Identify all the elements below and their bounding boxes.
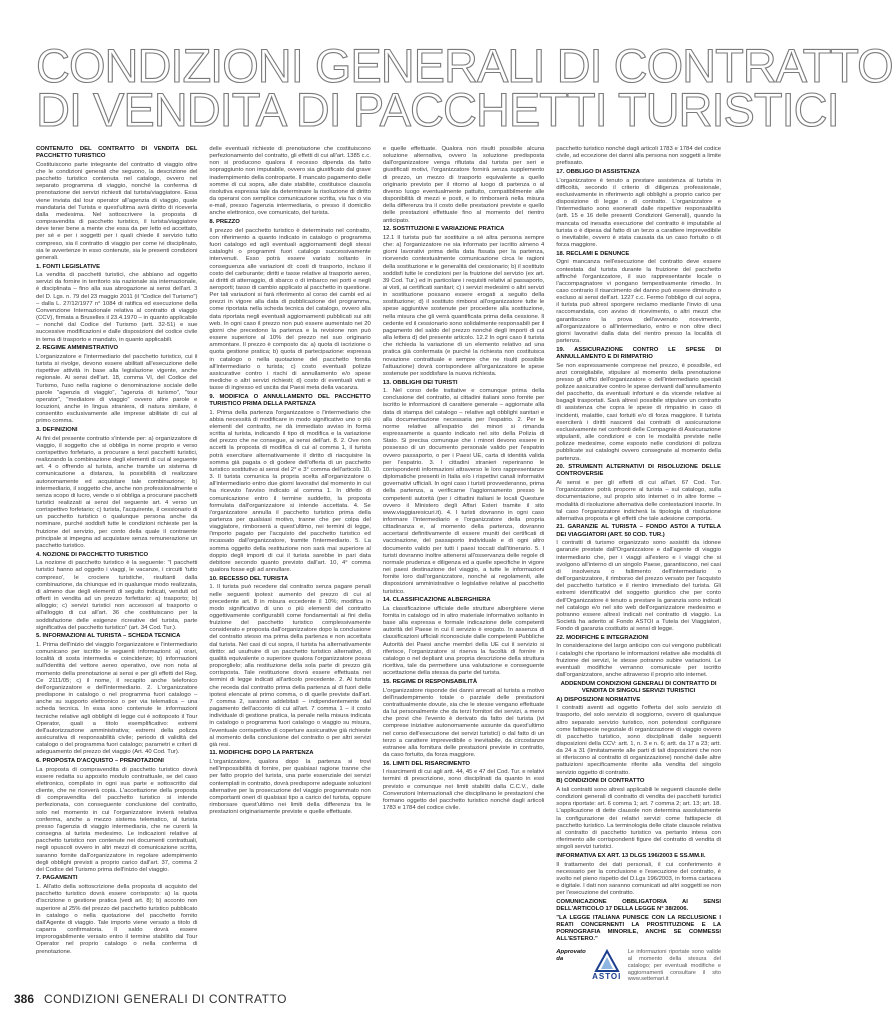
paragraph: La vendita di pacchetti turistici, che abbiano ad oggetto servizi da fornire in territorio sia nazionale sia internazionale, è disciplinata – fino alla sua abrogazione ai sensi dell'art. 3 del D. Lgs. n. 79 del 23 maggio 2011 (il "Codice del Turismo") – dalla L. 27/12/1977 n° 1084 di ratifica ed esecuzione della Convenzione Internazionale relativa al contratto di viaggio (CCV), firmata a Bruxelles il 23.4.1970 – in quanto applicabile – nonché dal Codice del Turismo (artt. 32-51) e sue successive modificazioni e dalle disposizioni del codice civile in tema di trasporto e mandato, in quanto applicabili. (36, 272, 198, 343)
paragraph: Costituiscono parte integrante del contratto di viaggio oltre che le condizioni generali che seguono, la descrizione del pacchetto turistico contenuta nel catalogo, ovvero nel separato programma di viaggio, nonché la conferma di prenotazione dei servizi richiesti dal turista/viaggiatore. Essa viene inviata dal tour operator all'agenzia di viaggio, quale mandataria del Turista e quest'ultima avrà diritto di riceverla dalla medesima. Nel sottoscrivere la proposta di compravendita di pacchetto turistico, il turista/viaggiatore deve tener bene a mente che essa da per letto ed accettato, per sé e per i soggetti per i quali chiede il servizio tutto compreso, sia il contratto di viaggio per come ivi disciplinato, sia le avvertenze in esso contenute, sia le presenti condizioni generali. (36, 161, 198, 261)
paragraph: La nozione di pacchetto turistico è la seguente: "I pacchetti turistici hanno ad oggetto i viaggi, le vacanze, i circuiti 'tutto compreso', le crociere turistiche, risultanti dalla combinazione, da chiunque ed in qualunque modo realizzata, di almeno due degli elementi di seguito indicati, venduti od offerti in vendita ad un prezzo forfettario: a) trasporto; b) alloggio; c) servizi turistici non accessori al trasporto o all'alloggio di cui all'art. 36 che costituiscano per la soddisfazione delle esigenze ricreative del turista, parte significativa del pacchetto turistico" (art. 34 Cod. Tur.). (36, 560, 198, 631)
section-heading: 16. LIMITI DEL RISARCIMENTO (382, 760, 471, 767)
section-heading: 7. PAGAMENTI (36, 875, 78, 882)
section-heading: 11. MODIFICHE DOPO LA PARTENZA (209, 750, 314, 757)
section-heading: B) CONDIZIONI DI CONTRATTO (556, 778, 645, 785)
section-heading: INFORMATIVA EX ART. 13 DLGS 196/2003 E SS.MM.II. (556, 852, 706, 859)
column-4 (556, 146, 721, 988)
section-heading: 15. REGIME DI RESPONSABILITÀ (382, 678, 478, 685)
section-heading: 8. PREZZO (209, 219, 240, 226)
paragraph: Ogni mancanza nell'esecuzione del contratto deve essere contestata dal turista durante la fruizione del pacchetto affinché l'organizzatore, il suo rappresentante locale o l'accompagnatore vi pongano tempestivamente rimedio. In caso contrario il risarcimento del danno può essere diminuito o escluso ai sensi dell'art. 1227 c.c. Fermo l'obbligo di cui sopra, il turista può altresì sporgere reclamo mediante l'invio di una raccomandata, con avviso di ricevimento, o altri mezzi che garantiscano la prova dell'avvenuto ricevimento, all'organizzatore o all'intermediario, entro e non oltre dieci giorni lavorativi dalla data del rientro presso la località di partenza. (556, 259, 721, 345)
section-heading: COMUNICAZIONE OBBLIGATORIA AI SENSI DELL'ARTICOLO 17 DELLA LEGGE N° 38/2006. (556, 898, 721, 912)
paragraph: Ai sensi e per gli effetti di cui all'art. 67 Cod. Tur. l'organizzatore potrà proporre al turista – sul catalogo, sulla documentazione, sul proprio sito internet o in altre forme – modalità di risoluzione alternativa delle contestazioni insorte. In tal caso l'organizzatore indicherà la tipologia di risoluzione alternativa proposta e gli effetti che tale adesione comporta. (556, 480, 721, 522)
astoi-logo (592, 949, 622, 987)
section-heading: "LA LEGGE ITALIANA PUNISCE CON LA RECLUSIONE I REATI CONCERNENTI LA PROSTITUZIONE E LA PORNOGRAFIA MINORILE, ANCHE SE COMMESSI ALL'ESTERO." (556, 914, 721, 943)
section-heading: 1. FONTI LEGISLATIVE (36, 263, 101, 270)
section-heading: 14. CLASSIFICAZIONE ALBERGHIERA (382, 597, 491, 604)
column-2 (209, 146, 370, 988)
paragraph: L'organizzatore e l'intermediario del pacchetto turistico, cui il turista si rivolge, devono essere abilitati all'esecuzione delle rispettive attività in base alla legislazione vigente, anche regionale. Ai sensi dell'art. 18, comma VI, del Codice del Turismo, l'uso nella ragione o denominazione sociale delle parole "agenzia di viaggio", "agenzia di turismo", "tour operator", "mediatore di viaggio" ovvero altre parole e locuzioni, anche in lingua straniera, di natura similare, è consentito esclusivamente alle imprese abilitate di cui al primo comma. (36, 353, 198, 425)
paragraph: delle eventuali richieste di prenotazione che costituiscono perfezionamento del contratto, gli effetti di cui all'art. 1385 c.c. non si producono qualora il recesso dipenda da fatto sopraggiunto non imputabile, ovvero sia giustificato dal grave inadempimento della controparte. Il mancato pagamento delle somme di cui sopra, alle date stabilite, costituisce clausola risolutiva espressa tale da determinare la risoluzione di diritto da operarsi con semplice comunicazione scritta, via fax o via e-mail, presso l'agenzia intermediaria, o presso il domicilio anche elettronico, ove comunicato, del turista. (209, 146, 371, 217)
paragraph: A tali contratti sono altresì applicabili le seguenti clausole delle condizioni generali di contratto di vendita dei pacchetti turistici sopra riportate: art. 6 comma 1; art. 7 comma 2; art. 13; art. 18. L'applicazione di dette clausole non determina assolutamente la configurazione dei relativi servizi come fattispecie di pacchetto turistico. La terminologia delle citate clausole relativa al contratto di pacchetto turistico va pertanto intesa con riferimento alle corrispondenti figure del contratto di vendita di singoli servizi turistici. (556, 786, 721, 851)
paragraph: 1. All'atto della sottoscrizione della proposta di acquisto del pacchetto turistico dovrà essere corrisposto: a) la quota d'iscrizione o gestione pratica (vedi art. 8); b) acconto non superiore al 25% del prezzo del pacchetto turistico pubblicato in catalogo o nella quotazione del pacchetto fornito dall'Agente di viaggio. Tale importo viene versato a titolo di caparra confirmatoria. Il saldo dovrà essere improrogabilmente versato entro il termine stabilito dal Tour Operator nel proprio catalogo o nella conferma di prenotazione. (36, 884, 198, 955)
astoi-logo-text: ASTOI (592, 972, 622, 982)
section-heading: 10. RECESSO DEL TURISTA (209, 575, 289, 582)
catalog-validity-note: Le informazioni riportate sono valide al momento della stesura del catalogo; per eventuali modifiche e aggiornamenti consultare il sito www.settemari.it (627, 949, 721, 983)
column-1 (36, 146, 197, 988)
section-heading: 9. MODIFICA O ANNULLAMENTO DEL PACCHETTO TURISTICO PRIMA DELLA PARTENZA (209, 393, 371, 407)
section-heading: 5. INFORMAZIONI AL TURISTA – SCHEDA TECNICA (36, 633, 181, 640)
paragraph: L'organizzatore, qualora dopo la partenza si trovi nell'impossibilità di fornire, per qualsiasi ragione tranne che per fatto proprio del turista, una parte essenziale dei servizi contemplati in contratto, dovrà predisporre adeguate soluzioni alternative per la prosecuzione del viaggio programmato non comportanti oneri di qualsiasi tipo a carico del turista, oppure rimborsare quest'ultimo nei limiti della differenza tra le prestazioni originariamente previste e quelle effettuate. (209, 759, 371, 816)
paragraph: Se non espressamente comprese nel prezzo, è possibile, ed anzi consigliabile, stipulare al momento della prenotazione presso gli uffici dell'organizzatore o dell'intermediario speciali polizze assicurative contro le spese derivanti dall'annullamento del pacchetto, da eventuali infortuni e da vicende relative ai bagagli trasportati. Sarà altresì possibile stipulare un contratto di assistenza che copra le spese di rimpatrio in caso di incidenti, malattie, casi fortuiti e/o di forza maggiore. Il turista eserciterà i diritti nascenti dai contratti di assicurazione esclusivamente nei confronti delle Compagnie di Assicurazione stipulanti, alle condizioni e con le modalità previste nelle polizze medesime, come esposto nelle condizioni di polizza pubblicate sui cataloghi ovvero consegnate al momento della partenza. (556, 362, 721, 462)
column-3 (383, 146, 544, 988)
paragraph: I contratti di turismo organizzato sono assistiti da idonee garanzie prestate dall'Organizzatore e dall'agente di viaggio intermediario che, per i viaggi all'estero e i viaggi che si svolgono all'interno di un singolo Paese, garantiscono, nei casi di insolvenza o fallimento dell'intermediario o dell'organizzatore, il rimborso del prezzo versato per l'acquisto del pacchetto turistico e il rientro immediato del turista. Gli estremi identificativi del soggetto giuridico che per conto dell'Organizzatore è tenuto a prestare la garanzia sono indicati nel catalogo e/o nel sito web dell'organizzatore medesimo e potranno essere altresì indicati nel contratto di viaggio. La Società ha aderito al Fondo ASTOI a Tutela dei Viaggiatori, Fondo di garanzia costituito ai sensi di legge. (556, 540, 721, 633)
title-line-1: CONDIZIONI GENERALI DI CONTRATTO (36, 39, 893, 92)
section-heading: 20. STRUMENTI ALTERNATIVI DI RISOLUZIONE DELLE CONTROVERSIE (556, 464, 721, 478)
paragraph: La classificazione ufficiale delle strutture alberghiere viene fornita in catalogo od in altro materiale informativo soltanto in base alla espressa e formale indicazione delle competenti autorità del Paese in cui il servizio è erogato. In assenza di classificazioni ufficiali riconosciute dalle competenti Pubbliche Autorità dei Paesi anche membri della UE cui il servizio si riferisce, l'organizzatore si riserva la facoltà di fornire in catalogo o nel depliant una propria descrizione della struttura ricettiva, tale da permettere una valutazione e conseguente accettazione della stessa da parte del turista. (382, 605, 545, 677)
approved-by-block (556, 949, 721, 987)
page-footer (0, 990, 755, 1012)
section-heading: 6. PROPOSTA D'ACQUISTO – PRENOTAZIONI (36, 757, 164, 764)
paragraph: pacchetto turistico nonché dagli articoli 1783 e 1784 del codice civile, ad eccezione dei danni alla persona non soggetti a limite prefissato. (556, 146, 721, 167)
paragraph: Il prezzo del pacchetto turistico è determinato nel contratto, con riferimento a quanto indicato in catalogo o programma fuori catalogo ed agli eventuali aggiornamenti degli stessi cataloghi o programmi fuori catalogo successivamente intervenuti. Esso potrà essere variato soltanto in conseguenza alle variazioni di: costi di trasporto, incluso il costo del carburante; diritti e tasse relative al trasporto aereo, ai diritti di atterraggio, di sbarco o di imbarco nei porti e negli aeroporti; tasso di cambio applicato al pacchetto in questione. Per tali variazioni si farà riferimento al corso dei cambi ed ai prezzi in vigore alla data di pubblicazione del programma, come riportata nella scheda tecnica del catalogo, ovvero alla data riportata negli eventuali aggiornamenti pubblicati sui siti web. In ogni caso il prezzo non può essere aumentato nei 20 giorni che precedono la partenza e la revisione non può essere superiore al 10% del prezzo nel suo originario ammontare. Il prezzo è composto da: a) quota di iscrizione o quota gestione pratica; b) quota di partecipazione: espressa in catalogo o nella quotazione del pacchetto fornita all'intermediario o turista; c) costo eventuali polizze assicurative contro i rischi di annullamento e/o spese mediche o altri servizi richiesti; d) costo di eventuali visti e tasse di ingresso ed uscita dai Paesi meta della vacanza. (209, 227, 371, 392)
section-heading: 2. REGIME AMMINISTRATIVO (36, 345, 119, 352)
paragraph: La proposta di compravendita di pacchetto turistico dovrà essere redatta su apposito modulo contrattuale, se del caso elettronico, compilato in ogni sua parte e sottoscritto dal cliente, che ne riceverà copia. L'accettazione della proposta di compravendita del pacchetto turistico si intende perfezionata, con conseguente conclusione del contratto, solo nel momento in cui l'organizzatore invierà relativa conferma, anche a mezzo sistema telematico, al turista presso l'agenzia di viaggio intermediaria, che ne curerà la consegna al turista medesimo. Le indicazioni relative al pacchetto turistico non contenute nei documenti contrattuali, negli opuscoli ovvero in altri mezzi di comunicazione scritta, saranno fornite dall'organizzatore in regolare adempimento degli obblighi previsti a proprio carico dall'art. 37, comma 2 del Codice del Turismo prima dell'inizio del viaggio. (36, 766, 198, 873)
section-heading: CONTENUTO DEL CONTRATTO DI VENDITA DEL PACCHETTO TURISTICO (36, 146, 198, 160)
section-heading: 3. DEFINIZIONI (36, 426, 78, 433)
paragraph: e quelle effettuate. Qualora non risulti possibile alcuna soluzione alternativa, ovvero la soluzione predisposta dall'organizzatore venga rifiutata dal turista per seri e giustificati motivi, l'organizzatore fornirà senza supplemento di prezzo, un mezzo di trasporto equivalente a quello originario previsto per il ritorno al luogo di partenza o al diverso luogo eventualmente pattuito, compatibilmente alle disponibilità di mezzi e posti, e lo rimborserà nella misura della differenza tra il costo delle prestazioni previste e quello delle prestazioni effettuate fino al momento del rientro anticipato. (382, 146, 545, 224)
paragraph: 1. Prima dell'inizio del viaggio l'organizzatore e l'intermediario comunicano per iscritto le seguenti informazioni: a) orari, località di sosta intermedia e coincidenze; b) informazioni sull'identità del vettore aereo operativo, ove non nota al momento della prenotazione ai sensi e per gli effetti del Reg. Ce 2111/05; c) il nome, il recapito anche telefonico dell'organizzatore e dell'intermediario. 2. L'organizzatore predispone in catalogo o nel programma fuori catalogo – anche su supporto elettronico o per via telematica – una scheda tecnica. In essa sono contenute le informazioni tecniche relative agli obblighi di legge cui è sottoposto il Tour Operator, quali a titolo esemplificativo: estremi dell'autorizzazione amministrativa; estremi della polizza assicurativa di responsabilità civile; periodo di validità del catalogo o del programma fuori catalogo; parametri e criteri di adeguamento del prezzo del viaggio (Art. 40 Cod. Tur). (36, 641, 198, 756)
section-heading: 4. NOZIONE DI PACCHETTO TURISTICO (36, 551, 149, 558)
addendum-heading: ADDENDUM CONDIZIONI GENERALI DI CONTRATTO DI VENDITA DI SINGOLI SERVIZI TURISTICI (560, 680, 717, 694)
section-heading: A) DISPOSIZIONI NORMATIVE (556, 696, 641, 703)
paragraph: I risarcimenti di cui agli artt. 44, 45 e 47 del Cod. Tur. e relativi termini di prescrizione, sono disciplinati da quanto in essi previsto e comunque nei limiti stabiliti dalla C.C.V., dalle Convenzioni Internazionali che disciplinano le prestazioni che formano oggetto del pacchetto turistico nonché dagli articoli 1783 e 1784 del codice civile. (382, 769, 545, 812)
section-heading: 22. MODIFICHE E INTEGRAZIONI (556, 634, 649, 641)
paragraph: Il trattamento dei dati personali, il cui conferimento è necessario per la conclusione e l'esecuzione del contratto, è svolto nel pieno rispetto del D.Lgs 196/2003, in forma cartacea e digitale. I dati non saranno comunicati ad altri soggetti se non per l'esecuzione del contratto. (556, 861, 721, 897)
page-number: 386 (14, 992, 35, 1006)
paragraph: 1. Prima della partenza l'organizzatore o l'intermediario che abbia necessità di modificare in modo significativo uno o più elementi del contratto, ne dà immediato avviso in forma scritta al turista, indicando il tipo di modifica e la variazione del prezzo che ne consegue, ai sensi dell'art. 8. 2. Ove non accetti la proposta di modifica di cui al comma 1, il turista potrà esercitare alternativamente il diritto di riacquisire la somma già pagata o di godere dell'offerta di un pacchetto turistico sostitutivo ai sensi del 2° e 3° comma dell'articolo 10. 3. Il turista comunica la propria scelta all'organizzatore o all'intermediario entro due giorni lavorativi dal momento in cui ha ricevuto l'avviso indicato al comma 1. In difetto di comunicazione entro il termine suddetto, la proposta formulata dall'organizzatore si intende accettata. 4. Se l'organizzatore annulla il pacchetto turistico prima della partenza per qualsiasi motivo, tranne che per colpa del viaggiatore, rimborserà a quest'ultimo, nei termini di legge, l'importo pagato per l'acquisto del pacchetto turistico ed incassato dall'organizzatore, tramite l'intermediario. 5. La somma oggetto della restituzione non sarà mai superiore al doppio degli importi di cui il turista sarebbe in pari data debitore secondo quanto previsto dall'art. 10, 4° comma qualora fosse egli ad annullare. (209, 409, 371, 574)
paragraph: 1. Il turista può recedere dal contratto senza pagare penali nelle seguenti ipotesi: aumento del prezzo di cui al precedente art. 8 in misura eccedente il 10%; modifica in modo significativo di uno o più elementi del contratto oggettivamente configurabili come fondamentali ai fini della fruizione del pacchetto turistico complessivamente considerato e proposta dall'organizzatore dopo la conclusione del contratto stesso ma prima della partenza e non accettata dal turista. Nei casi di cui sopra, il turista ha alternativamente diritto: ad usufruire di un pacchetto turistico alternativo, di qualità equivalente o superiore qualora l'organizzatore possa proporglielo; alla restituzione della sola parte di prezzo già corrisposta. Tale restituzione dovrà essere effettuata nei termini di legge indicati all'articolo precedente. 2. Al turista che receda dal contratto prima della partenza al di fuori delle ipotesi elencate al primo comma, o di quelle previste dall'art. 7 comma 2, saranno addebitati – indipendentemente dal pagamento dell'acconto di cui all'art. 7 comma 1 – il costo individuale di gestione pratica, la penale nella misura indicata in catalogo o programma fuori catalogo o viaggio su misura, l'eventuale corrispettivo di coperture assicurative già richieste al momento della conclusione del contratto o per altri servizi già resi. (209, 584, 371, 748)
paragraph: 1. Nel corso delle trattative e comunque prima della conclusione del contratto, ai cittadini italiani sono fornite per iscritto le informazioni di carattere generale – aggiornate alla data di stampa del catalogo – relative agli obblighi sanitari e alla documentazione necessaria per l'espatrio. 2. Per le norme relative all'espatrio dei minori si rimanda espressamente a quanto indicato nel sito della Polizia di Stato. Si precisa comunque che i minori devono essere in possesso di un documento personale valido per l'espatrio ovvero passaporto, o per i Paesi UE, carta di identità valida per l'espatrio. 3. I cittadini stranieri reperiranno le corrispondenti informazioni attraverso le loro rappresentanze diplomatiche presenti in Italia e/o i rispettivi canali informativi governativi ufficiali. In ogni caso i turisti provvederanno, prima della partenza, a verificarne l'aggiornamento presso le competenti autorità (per i cittadini italiani le locali Questure ovvero il Ministero degli Affari Esteri tramite il sito www.viaggiaresicuri.it). 4. I turisti dovranno in ogni caso informare l'intermediario e l'organizzatore della propria cittadinanza e, al momento della partenza, dovranno accertarsi definitivamente di essere muniti dei certificati di vaccinazione, del passaporto individuale e di ogni altro documento valido per tutti i paesi toccati dall'itinerario. 5. I turisti dovranno inoltre attenersi all'osservanza delle regole di normale prudenza e diligenza ed a quelle specifiche in vigore nei paesi destinazione del viaggio, a tutte le informazioni fornite loro dall'organizzatore, nonché ai regolamenti, alle disposizioni amministrative o legislative relative al pacchetto turistico. (382, 388, 545, 595)
text-columns (36, 146, 721, 988)
section-heading: 19. ASSICURAZIONE CONTRO LE SPESE DI ANNULLAMENTO E DI RIMPATRIO (556, 346, 721, 360)
section-heading: 18. RECLAMI E DENUNCE (556, 250, 630, 257)
footer-title: CONDIZIONI GENERALI DI CONTRATTO (44, 992, 287, 1006)
section-heading: 12. SOSTITUZIONI E VARIAZIONE PRATICA (382, 226, 505, 233)
astoi-emblem-icon (592, 949, 622, 973)
paragraph: In considerazione del largo anticipo con cui vengono pubblicati i cataloghi che riportano le informazioni relative alle modalità di fruizione dei servizi, le stesse potranno subire variazioni. Le eventuali modifiche verranno comunicate per iscritto dall'organizzatore, anche attraverso il proprio sito internet. (556, 643, 721, 679)
paragraph: L'organizzatore è tenuto a prestare assistenza al turista in difficoltà, secondo il criterio di diligenza professionale, esclusivamente in riferimento agli obblighi a proprio carico per disposizione di legge o di contratto. L'organizzatore e l'intermediario sono esonerati dalle rispettive responsabilità (artt. 15 e 16 delle presenti Condizioni Generali), quando la mancata od inesatta esecuzione del contratto è imputabile al turista o è dipesa dal fatto di un terzo a carattere imprevedibile o inevitabile, ovvero è stata causata da un caso fortuito o di forza maggiore. (556, 177, 721, 249)
paragraph: 12.1 Il turista può far sostituire a sé altra persona sempre che: a) l'organizzatore ne sia informato per iscritto almeno 4 giorni lavorativi prima della data fissata per la partenza, ricevendo contestualmente comunicazione circa le ragioni della sostituzione e le generalità del cessionario; b) il sostituto soddisfi tutte le condizioni per la fruizione del servizio (ex art. 39 Cod. Tur.) ed in particolare i requisiti relativi al passaporto, ai visti, ai certificati sanitari; c) i servizi medesimi o altri servizi in sostituzione possano essere erogati a seguito della sostituzione; d) il sostituto rimborsi all'organizzatore tutte le spese aggiuntive sostenute per procedere alla sostituzione, nella misura che gli verrà quantificata prima della cessione. Il cedente ed il cessionario sono solidalmente responsabili per il pagamento del saldo del prezzo nonché degli importi di cui alla lettera d) del presente articolo. 12.2 In ogni caso il turista che richieda la variazione di un elemento relativo ad una pratica già confermata (e purché la richiesta non costituisca novazione contrattuale e sempre che ne risulti possibile l'attuazione) dovrà corrispondere all'organizzatore le spese sostenute per soddisfare la nuova richiesta. (382, 234, 545, 377)
paragraph: Ai fini del presente contratto s'intende per: a) organizzatore di viaggio, il soggetto che si obbliga in nome proprio e verso corrispettivo forfetario, a procurare a terzi pacchetti turistici, realizzando la combinazione degli elementi di cui al seguente art. 4 o offrendo al turista, anche tramite un sistema di comunicazione a distanza, la possibilità di realizzare autonomamente ed acquistare tale combinazione; b) intermediario, il soggetto che, anche non professionalmente e senza scopo di lucro, vende o si obbliga a procurare pacchetti turistici realizzati ai sensi del seguente art. 4 verso un corrispettivo forfetario; c) turista, l'acquirente, il cessionario di un pacchetto turistico o qualunque persona anche da nominare, purché soddisfi tutte le condizioni richieste per la fruizione del servizio, per conto della quale il contraente principale si impegna ad acquistare senza remunerazione un pacchetto turistico. (36, 435, 198, 549)
title-line-2: DI VENDITA DI PACCHETTI TURISTICI (36, 83, 839, 136)
section-heading: 13. OBBLIGHI DEI TURISTI (382, 379, 458, 386)
paragraph: L'organizzatore risponde dei danni arrecati al turista a motivo dell'inadempimento totale o parziale delle prestazioni contrattualmente dovute, sia che le stesse vengano effettuate da lui personalmente che da terzi fornitori dei servizi, a meno che provi che l'evento è derivato da fatto del turista (ivi comprese iniziative autonomamente assunte da quest'ultimo nel corso dell'esecuzione dei servizi turistici) o dal fatto di un terzo a carattere imprevedibile o inevitabile, da circostanze estranee alla fornitura delle prestazioni previste in contratto, da caso fortuito, da forza maggiore. (382, 687, 545, 758)
paragraph: I contratti aventi ad oggetto l'offerta del solo servizio di trasporto, del solo servizio di soggiorno, ovvero di qualunque altro separato servizio turistico, non potendosi configurare come fattispecie negoziale di organizzazione di viaggio ovvero di pacchetto turistico, sono disciplinati dalle seguenti disposizioni della CCV: artt. 1, n. 3 e n. 6; artt. da 17 a 23; artt. da 24 a 31 (limitatamente alle parti di tali disposizioni che non si riferiscono al contratto di organizzazione) nonché dalle altre pattuizioni specificamente riferite alla vendita del singolo servizio oggetto di contratto. (556, 705, 721, 776)
section-heading: 17. OBBLIGO DI ASSISTENZA (556, 168, 640, 175)
section-heading: 21. GARANZIE AL TURISTA – FONDO ASTOI A TUTELA DEI VIAGGIATORI (ART. 50 COD. TUR.) (556, 524, 721, 538)
approved-by-label: Approvato da (556, 949, 586, 963)
